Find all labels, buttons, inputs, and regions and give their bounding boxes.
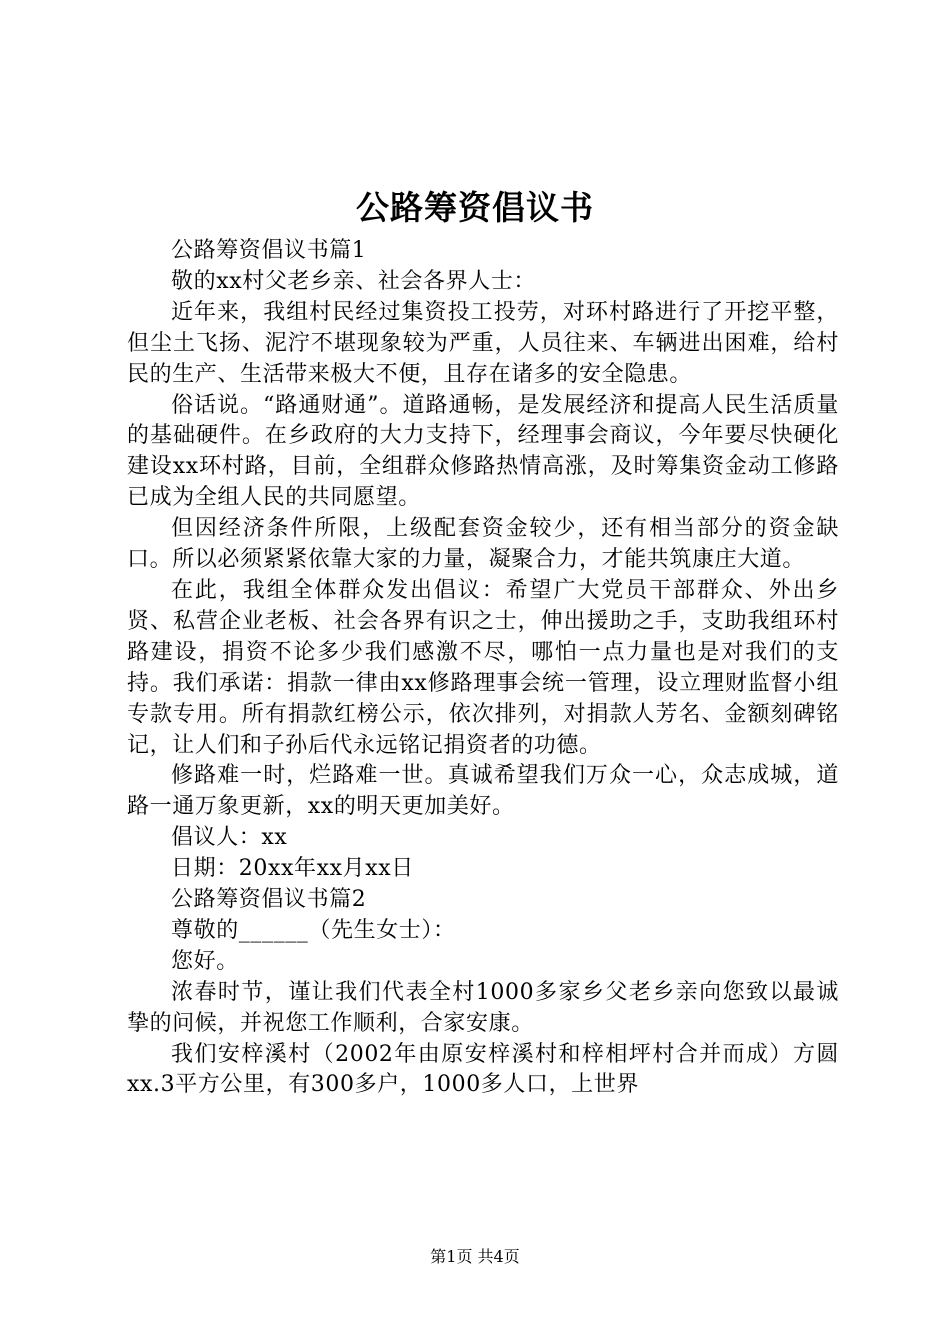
body-paragraph: 近年来，我组村民经过集资投工投劳，对环村路进行了开挖平整，但尘土飞扬、泥泞不堪现象较为严重，人员往来、车辆进出困难，给村民的生产、生活带来极大不便，且存在诸多的安全隐患。 — [127, 299, 839, 387]
section-heading: 公路筹资倡议书篇2 — [171, 887, 367, 913]
body-paragraph: 我们安梓溪村（2002年由原安梓溪村和梓相坪村合并而成）方圆xx.3平方公里，有300多户，1000多人口，上世界 — [127, 1041, 839, 1098]
body-paragraph: 浓春时节，谨让我们代表全村1000多家乡父老乡亲向您致以最诚挚的问候，并祝您工作顺利，合家安康。 — [127, 979, 839, 1036]
greeting: 您好。 — [171, 948, 239, 974]
salutation: 敬的xx村父老乡亲、社会各界人士： — [171, 268, 537, 294]
document-title: 公路筹资倡议书 — [356, 188, 594, 227]
body-paragraph: 俗话说。“路通财通”。道路通畅，是发展经济和提高人民生活质量的基础硬件。在乡政府的大力支持下，经理事会商议，今年要尽快硬化建设xx环村路，目前，全组群众修路热情高涨，及时筹集资金动工修路已成为全组人民的共同愿望。 — [127, 392, 839, 511]
date-line: 日期：20xx年xx月xx日 — [171, 856, 414, 882]
section-heading: 公路筹资倡议书篇1 — [171, 238, 367, 263]
salutation: 尊敬的______（先生女士）： — [171, 917, 456, 943]
page-number: 第1页 共4页 — [430, 1247, 520, 1266]
body-paragraph: 在此，我组全体群众发出倡议：希望广大党员干部群众、外出乡贤、私营企业老板、社会各界有识之士，伸出援助之手，支助我组环村路建设，捐资不论多少我们感激不尽，哪怕一点力量也是对我们的支持。我们承诺：捐款一律由xx修路理事会统一管理，设立理财监督小组专款专用。所有捐款红榜公示，依次排列，对捐款人芳名、金额刻碑铭记，让人们和子孙后代永远铭记捐资者的功德。 — [127, 577, 839, 758]
body-paragraph: 修路难一时，烂路难一世。真诚希望我们万众一心，众志成城，道路一通万象更新，xx的明天更加美好。 — [127, 763, 839, 820]
proposer-line: 倡议人：xx — [171, 825, 288, 851]
body-paragraph: 但因经济条件所限，上级配套资金较少，还有相当部分的资金缺口。所以必须紧紧依靠大家的力量，凝聚合力，才能共筑康庄大道。 — [127, 516, 839, 573]
document-body — [127, 236, 839, 1101]
